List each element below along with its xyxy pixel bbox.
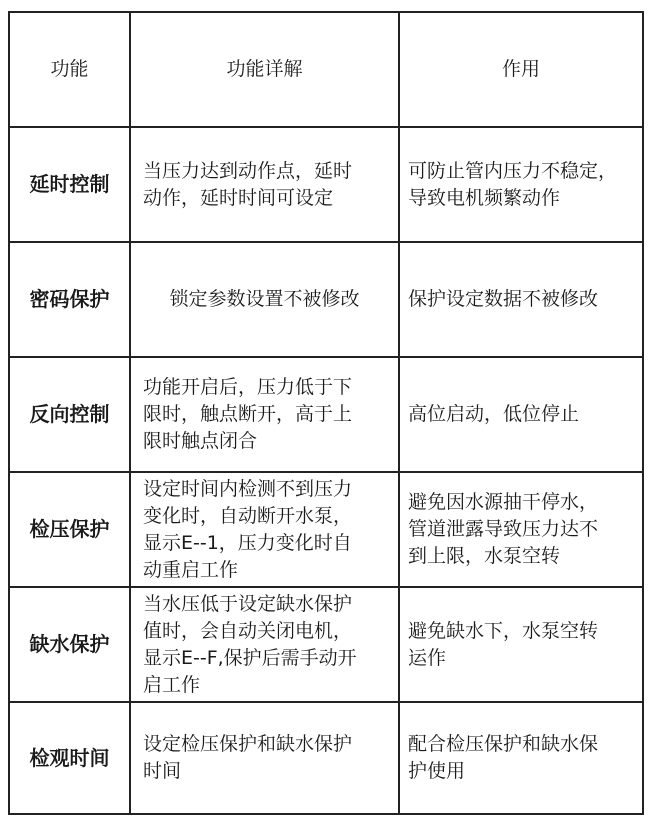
function-detail: 当水压低于设定缺水保护 值时，会自动关闭电机， 显示E--F,保护后需手动开 启工作 — [130, 587, 399, 702]
function-name: 延时控制 — [9, 127, 130, 242]
function-name: 检观时间 — [9, 702, 130, 814]
function-detail: 设定检压保护和缺水保护 时间 — [130, 702, 399, 814]
function-effect: 配合检压保护和缺水保 护使用 — [399, 702, 643, 814]
function-effect: 避免缺水下，水泵空转 运作 — [399, 587, 643, 702]
table-header-row — [9, 12, 643, 127]
table-row — [9, 242, 643, 357]
function-detail: 锁定参数设置不被修改 — [130, 242, 399, 357]
table-row — [9, 127, 643, 242]
header-effect: 作用 — [399, 12, 643, 127]
function-name: 密码保护 — [9, 242, 130, 357]
function-name: 检压保护 — [9, 472, 130, 587]
function-effect: 可防止管内压力不稳定， 导致电机频繁动作 — [399, 127, 643, 242]
function-detail: 设定时间内检测不到压力 变化时，自动断开水泵， 显示E--1，压力变化时自 动重启工作 — [130, 472, 399, 587]
table-row — [9, 357, 643, 472]
header-detail: 功能详解 — [130, 12, 399, 127]
table-row — [9, 702, 643, 814]
function-table — [8, 11, 644, 815]
function-effect: 避免因水源抽干停水， 管道泄露导致压力达不 到上限，水泵空转 — [399, 472, 643, 587]
function-detail: 功能开启后，压力低于下 限时，触点断开，高于上 限时触点闭合 — [130, 357, 399, 472]
table-row — [9, 587, 643, 702]
header-function: 功能 — [9, 12, 130, 127]
function-effect: 保护设定数据不被修改 — [399, 242, 643, 357]
function-effect: 高位启动，低位停止 — [399, 357, 643, 472]
function-name: 缺水保护 — [9, 587, 130, 702]
function-detail: 当压力达到动作点，延时 动作，延时时间可设定 — [130, 127, 399, 242]
function-name: 反向控制 — [9, 357, 130, 472]
table-row — [9, 472, 643, 587]
